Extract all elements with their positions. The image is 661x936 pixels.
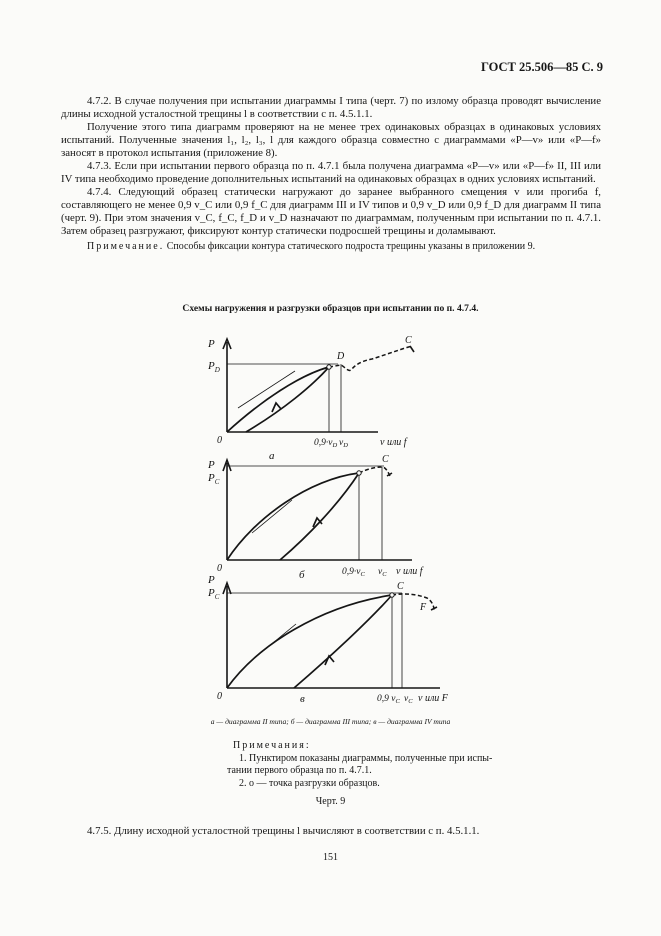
paragraph-4-7-3: 4.7.3. Если при испытании первого образца по п. 4.7.1 была получена диаграмма «P—v» или «P—f» II, III или IV типа необходимо проведение дополнительных испытаний на одинаковых образцах в одних условиях испытаний. xyxy=(61,160,601,185)
diagram-b-tick-vc: $v_C$ xyxy=(378,567,387,578)
diagram-b-tangent xyxy=(252,500,292,533)
paragraph-4-7-5: 4.7.5. Длину исходной усталостной трещины l вычисляют в соответствии с п. 4.5.1.1. xyxy=(87,825,480,837)
diagram-b-x-label: v или f xyxy=(396,566,423,577)
diagram-c-point-f: F xyxy=(420,602,427,613)
diagram-b-point-c: C xyxy=(382,454,389,465)
diagram-c xyxy=(207,574,449,705)
figure-caption: а — диаграмма II типа; б — диаграмма III типа; в — диаграмма IV типа xyxy=(210,717,451,726)
diagram-a-tick-09vd: $0,9\cdot v_D$ xyxy=(314,438,338,449)
notes-item-1: 1. Пунктиром показаны диаграммы, полученные при испы- xyxy=(239,752,493,764)
diagram-c-panel-label: в xyxy=(300,693,305,705)
diagram-c-pc-label: $P_C$ xyxy=(208,587,220,601)
diagram-a-unload-point xyxy=(327,365,331,369)
note-main-label: Примечание. xyxy=(87,241,165,252)
diagram-c-tangent xyxy=(257,624,296,656)
diagram-b xyxy=(207,454,424,581)
diagram-a xyxy=(207,335,414,462)
diagram-c-x-label: v или F xyxy=(418,693,448,704)
diagram-a-end-break xyxy=(410,346,414,352)
notes-item-1-cont: тании первого образца по п. 4.7.1. xyxy=(227,765,372,776)
diagram-b-origin: 0 xyxy=(217,563,222,574)
paragraph-4-7-2: 4.7.2. В случае получения при испытании диаграммы I типа (черт. 7) по излому образца проводят вычисление длины исходной усталостной трещины l в соответствии с п. 4.5.1.1. xyxy=(61,95,601,120)
diagram-a-point-c: C xyxy=(405,335,412,346)
diagram-b-tick-09vc: $0,9\cdot v_C$ xyxy=(342,567,365,578)
note-main-text: Способы фиксации контура статического подроста трещины указаны в приложении 9. xyxy=(166,241,536,252)
page-number: 151 xyxy=(323,852,338,863)
figure-title: Схемы нагружения и разгрузки образцов при испытании по п. 4.7.4. xyxy=(182,303,479,314)
paragraph-verification: Получение этого типа диаграмм проверяют на не менее трех одинаковых образцах в одинаковых условиях испытаний. Полученные значения l₁, l₂, l₃, l для каждого образца совместно с диаграммами «P—v» или «P—f» заносят в протокол испытания (приложение 8). xyxy=(61,121,601,159)
diagram-a-tick-vd: $v_D$ xyxy=(339,438,348,449)
diagram-a-point-d: D xyxy=(337,351,345,362)
notes-label: Примечания: xyxy=(233,740,311,751)
diagram-a-y-label: P xyxy=(208,338,215,350)
diagram-a-tangent xyxy=(238,371,295,408)
paragraph-4-7-4: 4.7.4. Следующий образец статически нагружают до заранее выбранного смещения v или прогиба f, составляющего не менее 0,9 v_C или 0,9 f_C для диаграмм III и IV типов и 0,9 v_D или 0,9 f_D для диаграмм II типа (черт. 9). При этом значения v_C, f_C, f_D и v_D назначают по диаграммам, полученным при испытании по п. 4.7.1. Затем образец разгружают, фиксируют контур статически подросшей трещины и доламывают. xyxy=(61,186,601,237)
diagram-b-panel-label: б xyxy=(299,569,305,581)
diagram-c-unload-point xyxy=(390,593,394,597)
diagram-b-dashed-curve xyxy=(359,467,390,476)
diagram-c-dashed-curve xyxy=(392,594,434,610)
diagram-c-point-c: C xyxy=(397,581,404,592)
diagram-a-panel-label: а xyxy=(269,450,275,462)
diagram-a-origin: 0 xyxy=(217,435,222,446)
diagram-a-x-label: v или f xyxy=(380,437,407,448)
diagram-b-pc-label: $P_C$ xyxy=(208,472,220,486)
figure-notes xyxy=(227,740,493,790)
diagram-c-tick-09vc: 0,9 $v_C$ xyxy=(377,694,400,705)
page-header: ГОСТ 25.506—85 С. 9 xyxy=(480,60,603,74)
notes-item-2: 2. о — точка разгрузки образцов. xyxy=(239,777,380,789)
diagram-c-tick-vc: $v_C$ xyxy=(404,694,413,705)
diagram-b-loading-curve xyxy=(227,473,359,560)
diagram-c-y-label: P xyxy=(208,574,215,586)
diagram-a-loading-curve xyxy=(227,367,329,432)
diagram-c-origin: 0 xyxy=(217,691,222,702)
figure-label: Черт. 9 xyxy=(315,796,346,807)
diagram-a-pd-label: $P_D$ xyxy=(208,360,220,374)
diagram-b-y-label: P xyxy=(208,459,215,471)
diagram-c-unloading-arrow xyxy=(325,656,334,665)
diagram-b-unload-point xyxy=(357,471,361,475)
diagram-a-unloading-line xyxy=(246,367,329,432)
diagram-c-unloading-curve xyxy=(294,595,392,688)
diagram-b-unloading-curve xyxy=(280,473,359,560)
